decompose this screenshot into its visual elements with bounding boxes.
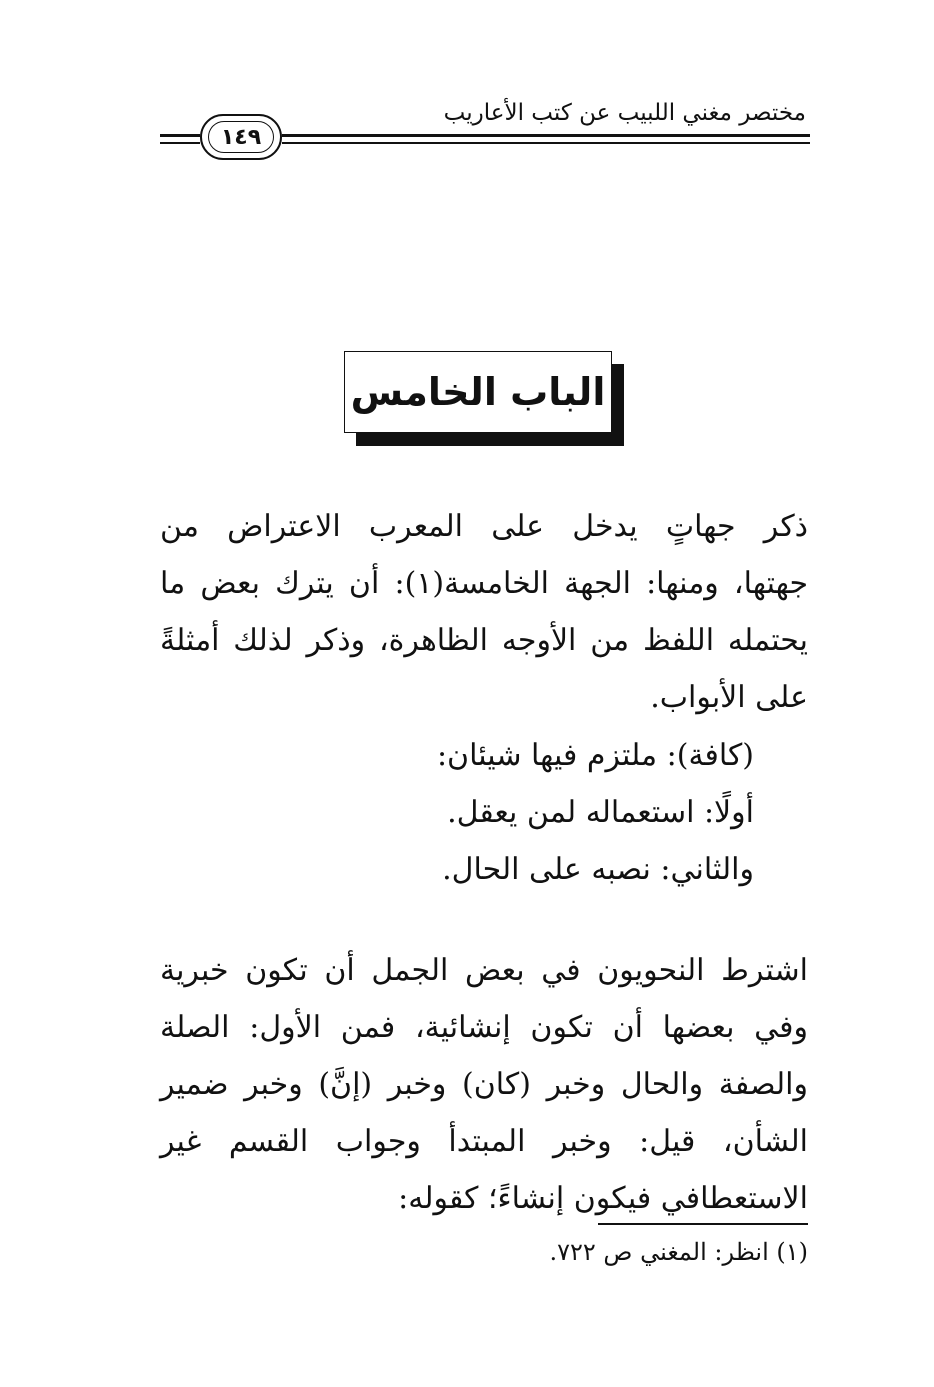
paragraph-line: ذكر جهاتٍ يدخل على المعرب الاعتراض من <box>160 509 808 544</box>
running-title: مختصر مغني اللبيب عن كتب الأعاريب <box>443 100 806 126</box>
paragraph-2 <box>160 942 808 1227</box>
footnote-rule <box>598 1223 808 1225</box>
header-rule-thin <box>282 142 810 144</box>
header-rule <box>282 134 810 137</box>
paragraph-1 <box>160 498 808 726</box>
paragraph-line: اشترط النحويون في بعض الجمل أن تكون خبرية <box>160 953 808 988</box>
paragraph-line: الشأن، قيل: وخبر المبتدأ وجواب القسم غير <box>160 1124 808 1159</box>
chapter-heading-box <box>344 351 612 433</box>
paragraph-line: وفي بعضها أن تكون إنشائية، فمن الأول: الصلة <box>160 1010 808 1045</box>
header-rule-left-thin <box>160 142 200 144</box>
paragraph-line: يحتمله اللفظ من الأوجه الظاهرة، وذكر لذلك أمثلةً <box>160 623 808 658</box>
footnote: (١) انظر: المغني ص ٧٢٢. <box>549 1238 808 1266</box>
kaffa-section <box>437 727 754 898</box>
paragraph-line: جهتها، ومنها: الجهة الخامسة(١): أن يترك بعض ما <box>160 566 808 601</box>
paragraph-line: على الأبواب. <box>650 680 808 715</box>
paragraph-line: الاستعطافي فيكون إنشاءً؛ كقوله: <box>398 1181 808 1216</box>
page-number: ١٤٩ <box>220 124 262 150</box>
paragraph-line: والصفة والحال وخبر (كان) وخبر (إنَّ) وخبر ضمير <box>160 1067 808 1102</box>
kaffa-line: والثاني: نصبه على الحال. <box>442 852 754 887</box>
kaffa-line: أولًا: استعماله لمن يعقل. <box>447 795 754 830</box>
chapter-title: الباب الخامس <box>350 370 606 414</box>
kaffa-line: (كافة): ملتزم فيها شيئان: <box>436 738 754 773</box>
page-number-ornament <box>200 114 282 160</box>
header-rule-left <box>160 134 200 137</box>
